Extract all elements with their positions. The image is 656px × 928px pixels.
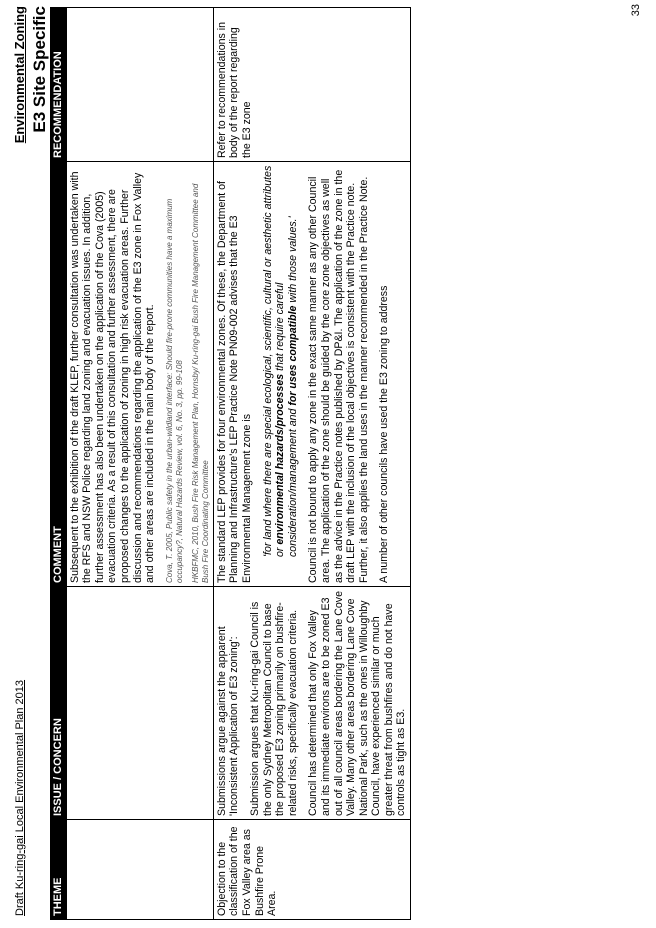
reference-hkbfmc: HKBFMC, 2010, Bush Fire Risk Management Plan, Hornsby/ Ku-ring-gai Bush Fire Management Committee and Bush Fire Coordinating Committee — [190, 183, 210, 583]
theme-text: Objection to the classification of the Fox Valley area as Bushfire Prone Area. — [215, 826, 279, 916]
comment-paragraph: The standard LEP provides for four environmental zones. Of these, the Department of Planning and Infrastructure's LEP Practice Note PN09-002 advises that the E3 Environmental Management zone is — [215, 181, 253, 583]
comment-cell — [213, 162, 410, 587]
comment-paragraph: Subsequent to the exhibition of the draft KLEP, further consultation was undertaken with the RFS and NSW Police regarding land zoning and evacuation issues. In addition, further assessment has also been undertaken on the application of the Cova (2005) evacuation criteria. As a result of this consultation and further assessment, there are proposed changes to the application of zoning in high risk evacuation areas. Further discussion and recommendations regarding the application of the E3 zone in Fox Valley and other areas are included in the main body of the report. — [68, 171, 157, 583]
submissions-table — [50, 7, 411, 920]
issue-cell — [66, 587, 213, 820]
subsection-title: E3 Site Specific — [30, 6, 49, 133]
quote-emphasis: for uses compatible — [286, 305, 299, 406]
page-number: 33 — [630, 4, 642, 17]
table-header-row — [51, 8, 67, 920]
issue-cell — [213, 587, 410, 820]
quote-text: that require careful consideration/management and — [274, 282, 299, 557]
comment-paragraph: A number of other councils have used the E3 zoning to address — [378, 285, 391, 583]
practice-note-quote — [262, 165, 300, 557]
comment-paragraph: Council is not bound to apply any zone in the exact same manner as any other Council area. The application of the zone should be guided by the core zone objectives as well as the advice in the Practice notes published by DP&I. The application of the zone in the draft LEP with the inclusion of the local objectives is consistent with the Practice note. Further, it also applies the land uses in the manner recommended in the Practice Note. — [307, 169, 370, 583]
reference-cova: Cova, T. 2005, Public safety in the urban-wildland interface: Should fire-prone communities have a maximum occupancy?, Natural Hazards Review, vol. 6, No. 3, pp. 99-108 — [164, 198, 184, 583]
issue-paragraph: Submission argues that Ku-ring-gai Council is the only Sydney Metropolitan Council to base the proposed E3 zoning primarily on bushfire-related risks, specifically evacuation criteria. — [248, 601, 299, 816]
section-title: Environmental Zoning — [12, 6, 27, 144]
table-row — [213, 8, 410, 920]
quote-text: with those values.' — [286, 216, 299, 306]
column-header-theme: THEME — [51, 820, 67, 920]
issue-paragraph: Council has determined that only Fox Valley and its immediate environs are to be zoned E3 out of all council areas bordering the Lane Cove Valley. Many other areas bordering Lane Cove National Park, such as the ones in Willoughby Council, have experienced similar or much greater threat from bushfires and do not have controls as tight as E3. — [307, 591, 408, 816]
recommendation-cell — [213, 8, 410, 162]
recommendation-cell — [66, 8, 213, 162]
quote-emphasis: environmental hazards/processes — [274, 373, 287, 545]
theme-cell — [66, 820, 213, 920]
column-header-recommendation: RECOMMENDATION — [51, 8, 67, 162]
theme-cell — [213, 820, 410, 920]
column-header-issue: ISSUE / CONCERN — [51, 587, 67, 820]
recommendation-text: Refer to recommendations in body of the report regarding the E3 zone — [215, 21, 253, 158]
comment-cell — [66, 162, 213, 587]
table-row — [66, 8, 213, 920]
quote-text: 'for land where there are special ecological, scientific, cultural or aesthetic attributes or — [261, 165, 287, 557]
document-title: Draft Ku-ring-gai Local Environmental Plan 2013 — [14, 679, 26, 916]
issue-paragraph: Submissions argue against the apparent 'Inconsistent Application of E3 zoning': — [215, 626, 241, 816]
column-header-comment: COMMENT — [51, 162, 67, 587]
